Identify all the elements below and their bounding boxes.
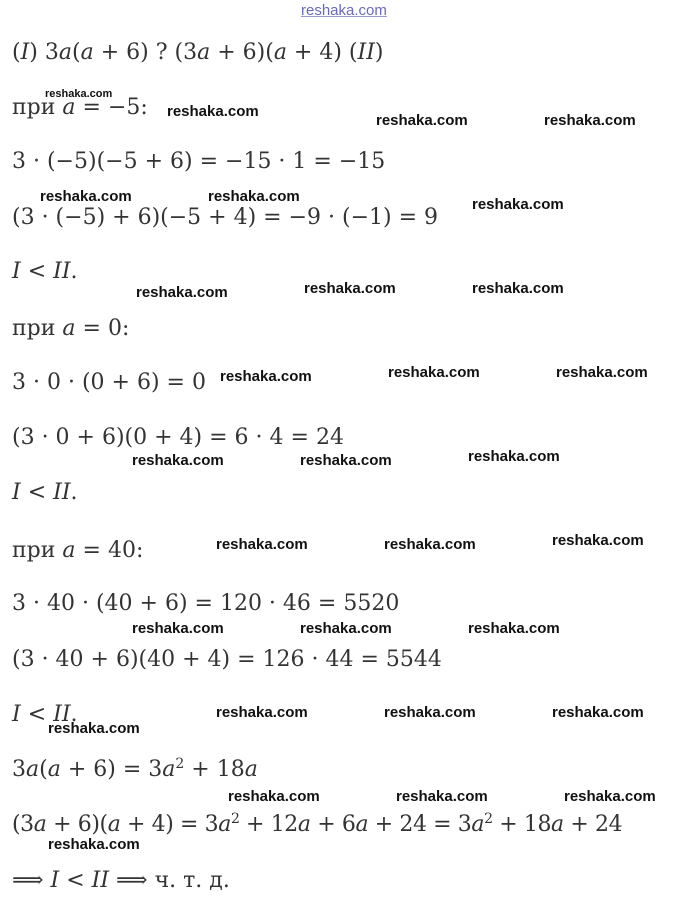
text-segment: ( <box>72 40 81 65</box>
watermark: reshaka.com <box>45 88 113 100</box>
text-segment: II <box>53 480 71 505</box>
case-heading-zero <box>12 316 129 342</box>
text-segment: a <box>273 40 287 65</box>
text-segment: a <box>162 757 176 782</box>
text-segment: a <box>244 757 258 782</box>
text-segment: a <box>80 40 94 65</box>
text-segment: I <box>12 702 21 727</box>
text-segment: (3 <box>12 812 34 837</box>
text-segment: a <box>218 812 231 837</box>
watermark: reshaka.com <box>552 704 644 721</box>
text-segment: 3 <box>12 757 26 782</box>
text-segment: + 12 <box>239 812 298 837</box>
text-segment: ( <box>12 40 21 65</box>
text-segment: a <box>62 95 76 120</box>
watermark: reshaka.com <box>556 364 648 381</box>
text-segment: < <box>20 480 54 505</box>
text-segment: . <box>70 702 78 727</box>
text-segment: . <box>70 480 78 505</box>
watermark: reshaka.com <box>136 284 228 301</box>
text-segment: + 6) ? (3 <box>93 40 198 65</box>
expansion-first-expression <box>12 757 258 783</box>
text-segment: < <box>20 259 54 284</box>
text-segment: ) <box>374 40 384 65</box>
text-segment: ⟹ ч. т. д. <box>109 868 230 893</box>
text-segment: + 4) = 3 <box>120 812 219 837</box>
text-segment: a <box>107 812 121 837</box>
text-segment: при <box>12 538 63 563</box>
watermark: reshaka.com <box>384 536 476 553</box>
calc-second-expression-forty: (3 · 40 + 6)(40 + 4) = 126 · 44 = 5544 <box>12 647 442 672</box>
watermark: reshaka.com <box>468 448 560 465</box>
text-segment: a <box>297 812 311 837</box>
watermark: reshaka.com <box>132 620 224 637</box>
watermark: reshaka.com <box>216 536 308 553</box>
text-segment: II <box>53 259 71 284</box>
calc-second-expression-zero: (3 · 0 + 6)(0 + 4) = 6 · 4 = 24 <box>12 425 344 450</box>
case-heading-forty <box>12 538 143 564</box>
text-segment: < <box>20 702 54 727</box>
text-segment: a <box>26 757 40 782</box>
text-segment: a <box>197 40 211 65</box>
text-segment: = 40: <box>75 538 144 563</box>
text-segment: = 0: <box>75 316 130 341</box>
text-segment: . <box>70 259 78 284</box>
watermark: reshaka.com <box>228 788 320 805</box>
final-conclusion <box>12 868 230 894</box>
text-segment: a <box>47 757 61 782</box>
calc-second-expression-minus-five: (3 · (−5) + 6)(−5 + 4) = −9 · (−1) = 9 <box>12 205 439 230</box>
text-segment: II <box>357 40 375 65</box>
text-segment: I <box>20 40 30 65</box>
text-segment: + 6) = 3 <box>60 757 163 782</box>
calc-first-expression-forty: 3 · 40 · (40 + 6) = 120 · 46 = 5520 <box>12 591 400 616</box>
text-segment: a <box>62 316 76 341</box>
calc-first-expression-minus-five: 3 · (−5)(−5 + 6) = −15 · 1 = −15 <box>12 149 386 174</box>
watermark: reshaka.com <box>48 836 140 853</box>
text-segment: + 24 = 3 <box>368 812 472 837</box>
watermark: reshaka.com <box>132 452 224 469</box>
header-watermark[interactable]: reshaka.com <box>301 2 387 19</box>
text-segment: при <box>12 95 63 120</box>
text-segment: + 6)( <box>46 812 108 837</box>
text-segment: a <box>58 40 72 65</box>
text-segment: < <box>59 868 92 893</box>
text-segment: ( <box>39 757 48 782</box>
watermark: reshaka.com <box>208 188 300 205</box>
text-segment: + 6 <box>310 812 356 837</box>
text-segment: при <box>12 316 63 341</box>
watermark: reshaka.com <box>544 112 636 129</box>
watermark: reshaka.com <box>300 452 392 469</box>
text-segment: II <box>91 868 110 893</box>
exponent: 2 <box>484 811 493 827</box>
conclusion-one <box>12 259 78 285</box>
text-segment: + 4) ( <box>286 40 358 65</box>
watermark: reshaka.com <box>468 620 560 637</box>
text-segment: I <box>12 259 21 284</box>
text-segment: I <box>12 480 21 505</box>
exponent: 2 <box>175 756 185 772</box>
watermark: reshaka.com <box>220 368 312 385</box>
text-segment: = −5: <box>75 95 148 120</box>
exponent: 2 <box>230 811 240 827</box>
text-segment: + 18 <box>184 757 245 782</box>
conclusion-two <box>12 480 78 506</box>
watermark: reshaka.com <box>472 196 564 213</box>
watermark: reshaka.com <box>376 112 468 129</box>
watermark: reshaka.com <box>396 788 488 805</box>
watermark: reshaka.com <box>216 704 308 721</box>
text-segment: ) 3 <box>29 40 59 65</box>
text-segment: ⟹ <box>12 868 51 893</box>
watermark: reshaka.com <box>388 364 480 381</box>
text-segment: a <box>62 538 76 563</box>
watermark: reshaka.com <box>564 788 656 805</box>
watermark: reshaka.com <box>304 280 396 297</box>
text-segment: a <box>33 812 47 837</box>
text-segment: a <box>471 812 485 837</box>
calc-first-expression-zero: 3 · 0 · (0 + 6) = 0 <box>12 370 206 395</box>
watermark: reshaka.com <box>48 720 140 737</box>
text-segment: a <box>355 812 369 837</box>
expansion-second-expression <box>12 812 622 838</box>
text-segment: a <box>551 812 564 837</box>
text-segment: I <box>50 868 60 893</box>
watermark: reshaka.com <box>167 103 259 120</box>
comparison-statement <box>12 40 384 66</box>
text-segment: + 6)( <box>210 40 274 65</box>
watermark: reshaka.com <box>384 704 476 721</box>
watermark: reshaka.com <box>552 532 644 549</box>
watermark: reshaka.com <box>472 280 564 297</box>
watermark: reshaka.com <box>300 620 392 637</box>
text-segment: II <box>53 702 71 727</box>
text-segment: + 18 <box>492 812 552 837</box>
watermark: reshaka.com <box>40 188 132 205</box>
text-segment: + 24 <box>563 812 623 837</box>
